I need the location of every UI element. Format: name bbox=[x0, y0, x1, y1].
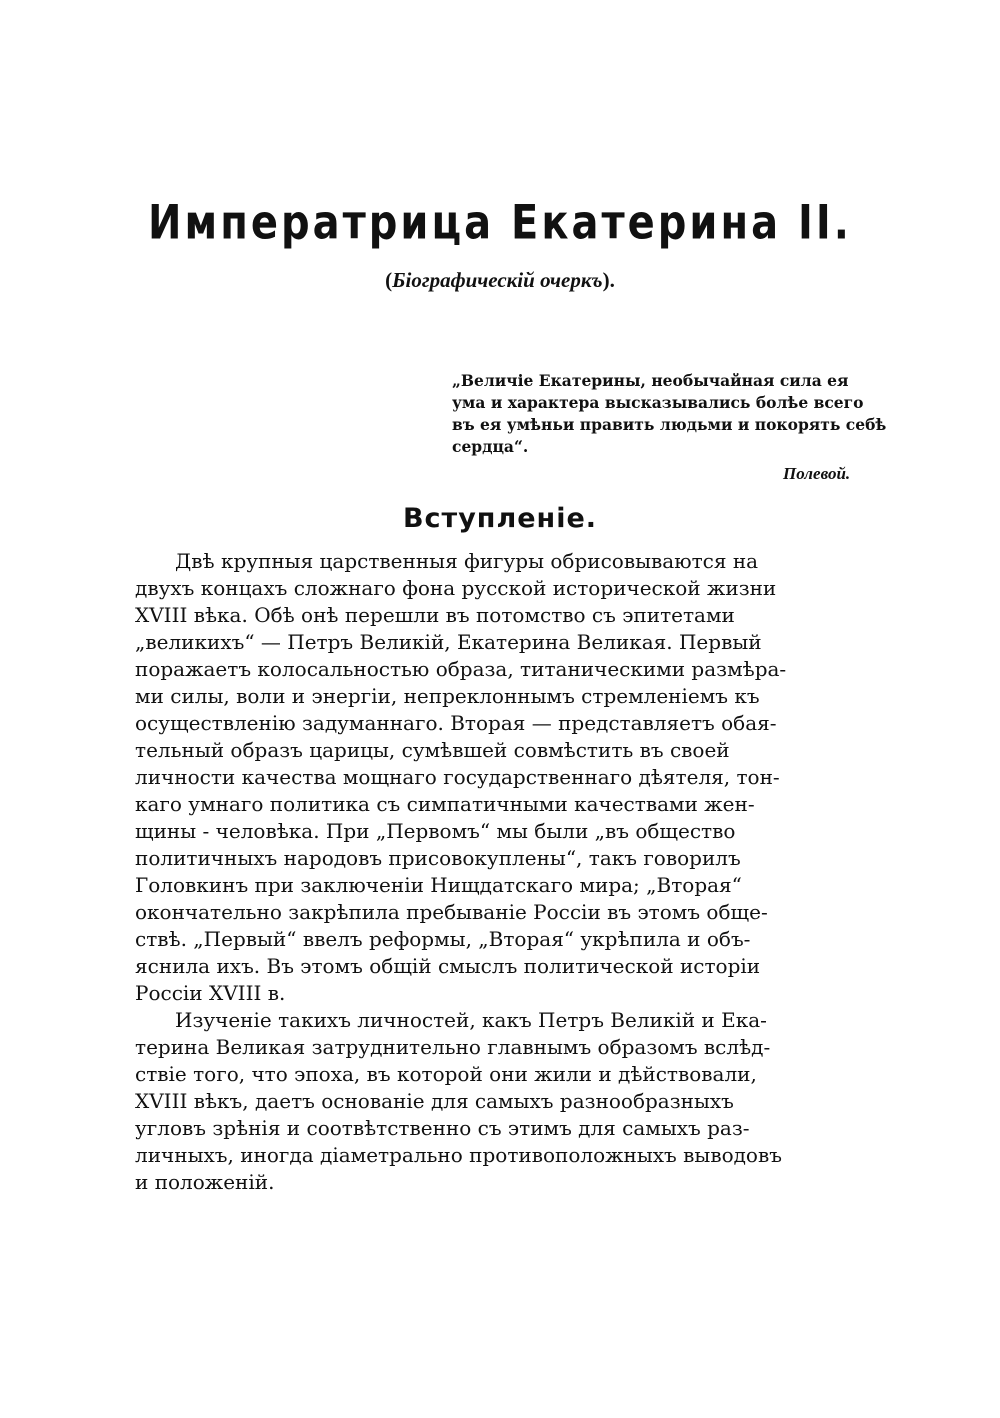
epigraph bbox=[452, 370, 922, 484]
epigraph-line: ума и характера высказывались болѣе всего bbox=[452, 393, 864, 412]
paragraph-line: угловъ зрѣнія и соотвѣтственно съ этимъ для самыхъ раз- bbox=[135, 1116, 750, 1140]
subtitle-text: Біографическій очеркъ bbox=[392, 268, 603, 292]
paragraph-line: ми силы, воли и энергіи, непреклоннымъ стремленіемъ къ bbox=[135, 684, 760, 708]
page-title: Императрица Екатерина II. bbox=[148, 196, 852, 251]
paragraph-line: XVIII вѣкъ, даетъ основаніе для самыхъ разнообразныхъ bbox=[135, 1089, 734, 1113]
paragraph-line: терина Великая затруднительно главнымъ образомъ вслѣд- bbox=[135, 1035, 771, 1059]
section-heading: Вступленіе. bbox=[402, 503, 598, 534]
epigraph-author: Полевой. bbox=[783, 464, 851, 483]
paragraph-line: Россіи XVIII в. bbox=[135, 981, 286, 1005]
paragraph-line: двухъ концахъ сложнаго фона русской исторической жизни bbox=[135, 576, 777, 600]
paragraph-line: щины - человѣка. При „Первомъ“ мы были „въ общество bbox=[135, 819, 736, 843]
paragraph-line: каго умнаго политика съ симпатичными качествами жен- bbox=[135, 792, 755, 816]
paragraph-line: личныхъ, иногда діаметрально противоположныхъ выводовъ bbox=[135, 1143, 782, 1167]
paragraph-line: ствіе того, что эпоха, въ которой они жили и дѣйствовали, bbox=[135, 1062, 757, 1086]
paragraph-line: Двѣ крупныя царственныя фигуры обрисовываются на bbox=[175, 549, 759, 573]
paragraph-line: политичныхъ народовъ присовокуплены“, такъ говорилъ bbox=[135, 846, 741, 870]
subtitle-close-paren: ). bbox=[602, 268, 615, 292]
paragraph-line: осуществленію задуманнаго. Вторая — представляетъ обая- bbox=[135, 711, 777, 735]
paragraph-line: „великихъ“ — Петръ Великій, Екатерина Великая. Первый bbox=[135, 630, 762, 654]
paragraph-line: яснила ихъ. Въ этомъ общій смыслъ политической исторіи bbox=[135, 954, 761, 978]
subtitle bbox=[0, 268, 1000, 293]
epigraph-line: въ ея умѣньи править людьми и покорять себѣ bbox=[452, 415, 887, 434]
paragraph-line: окончательно закрѣпила пребываніе Россіи въ этомъ обще- bbox=[135, 900, 768, 924]
paragraph-line: личности качества мощнаго государственнаго дѣятеля, тон- bbox=[135, 765, 780, 789]
paragraph-line: тельный образъ царицы, сумѣвшей совмѣстить въ своей bbox=[135, 738, 730, 762]
epigraph-line: „Величіе Екатерины, необычайная сила ея bbox=[452, 371, 849, 390]
paragraph-line: и положеній. bbox=[135, 1170, 275, 1194]
subtitle-open-paren: ( bbox=[385, 268, 393, 292]
body-text bbox=[135, 548, 905, 1196]
paragraph-line: ствѣ. „Первый“ ввелъ реформы, „Вторая“ укрѣпила и объ- bbox=[135, 927, 751, 951]
paragraph-line: XVIII вѣка. Обѣ онѣ перешли въ потомство съ эпитетами bbox=[135, 603, 735, 627]
paragraph-line: Головкинъ при заключеніи Нищдатскаго мира; „Вторая“ bbox=[135, 873, 742, 897]
paragraph-line: Изученіе такихъ личностей, какъ Петръ Великій и Ека- bbox=[175, 1008, 767, 1032]
paragraph-line: поражаетъ колосальностью образа, титаническими размѣра- bbox=[135, 657, 787, 681]
epigraph-line: сердца“. bbox=[452, 437, 529, 456]
